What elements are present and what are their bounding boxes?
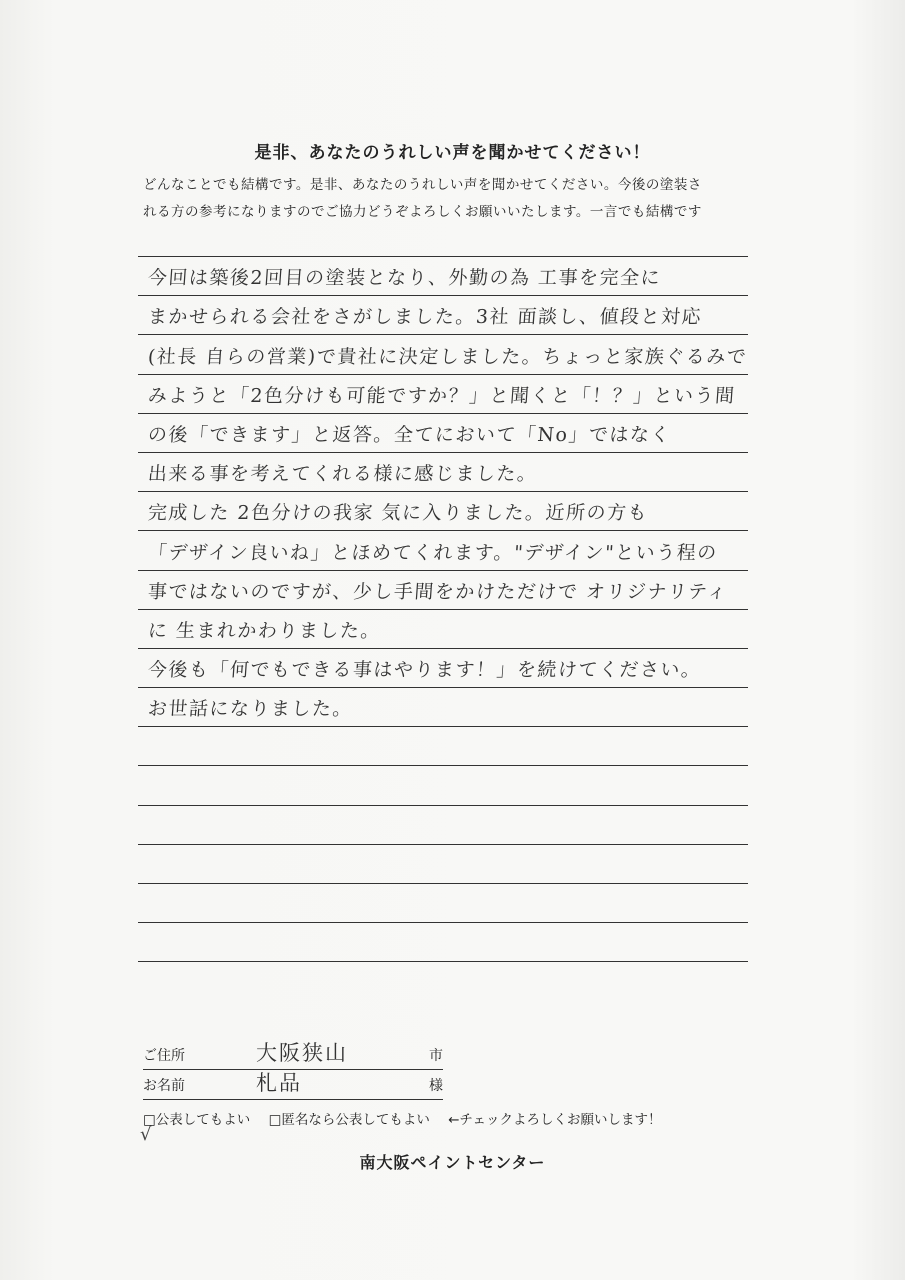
address-label: ご住所 [143, 1048, 185, 1064]
writing-line [138, 256, 748, 295]
name-field[interactable] [143, 1073, 443, 1100]
name-label: お名前 [143, 1078, 185, 1094]
name-suffix: 様 [429, 1078, 443, 1094]
checkbox-public[interactable]: □公表してもよい [143, 1112, 251, 1128]
handwritten-text: 出来る事を考えてくれる様に感じました。 [147, 463, 539, 486]
writing-line [138, 765, 748, 804]
writing-line [138, 922, 748, 961]
address-field[interactable] [143, 1043, 443, 1070]
address-suffix: 市 [429, 1048, 443, 1064]
writing-line [138, 452, 748, 491]
intro-line: どんなことでも結構です。是非、あなたのうれしい声を聞かせてください。今後の塗装さ [143, 177, 702, 193]
writing-line [138, 609, 748, 648]
handwritten-text: 事ではないのですが、少し手間をかけただけで オリジナリティ [147, 580, 729, 603]
writing-line [138, 334, 748, 373]
writing-line [138, 295, 748, 334]
handwritten-text: みようと「2色分けも可能ですか？」と聞くと「！？」という間 [147, 384, 737, 407]
name-value: 札品 [256, 1071, 302, 1095]
writing-line [138, 491, 748, 530]
handwritten-text: (社長 自らの営業)で貴社に決定しました。ちょっと家族ぐるみで [147, 345, 749, 368]
writing-line [138, 805, 748, 844]
handwritten-text: 完成した 2色分けの我家 気に入りました。近所の方も [147, 502, 649, 525]
handwritten-text: お世話になりました。 [147, 698, 354, 721]
address-value: 大阪狭山 [256, 1041, 348, 1065]
check-mark-icon: √ [140, 1124, 152, 1145]
writing-line [138, 883, 748, 922]
consent-note: ←チェックよろしくお願いします！ [448, 1112, 662, 1128]
intro-line: れる方の参考になりますのでご協力どうぞよろしくお願いいたします。一言でも結構です [143, 204, 702, 220]
writing-line [138, 844, 748, 883]
handwritten-answer-area [138, 256, 748, 962]
company-name: 南大阪ペイントセンター [359, 1153, 546, 1172]
checkbox-anonymous[interactable]: □匿名なら公表してもよい [268, 1112, 430, 1128]
handwritten-text: 今後も「何でもできる事はやります！」を続けてください。 [147, 659, 703, 682]
page-title: 是非、あなたのうれしい声を聞かせてください！ [254, 143, 651, 163]
consent-options [143, 1108, 676, 1128]
handwritten-text: の後「できます」と返答。全てにおいて「No」ではなく [147, 423, 672, 446]
writing-line [138, 687, 748, 726]
writing-line [138, 413, 748, 452]
handwritten-text: まかせられる会社をさがしました。3社 面談し、値段と対応 [147, 306, 703, 329]
writing-line [138, 570, 748, 609]
handwritten-text: 今回は築後2回目の塗装となり、外勤の為 工事を完全に [147, 267, 662, 290]
handwritten-text: に 生まれかわりました。 [147, 619, 382, 642]
writing-line [138, 726, 748, 765]
writing-line [138, 374, 748, 413]
handwritten-text: 「デザイン良いね」とほめてくれます。"デザイン"という程の [147, 541, 719, 564]
writing-line [138, 530, 748, 569]
intro-text [143, 172, 763, 226]
writing-line-end [138, 961, 748, 962]
writing-line [138, 648, 748, 687]
